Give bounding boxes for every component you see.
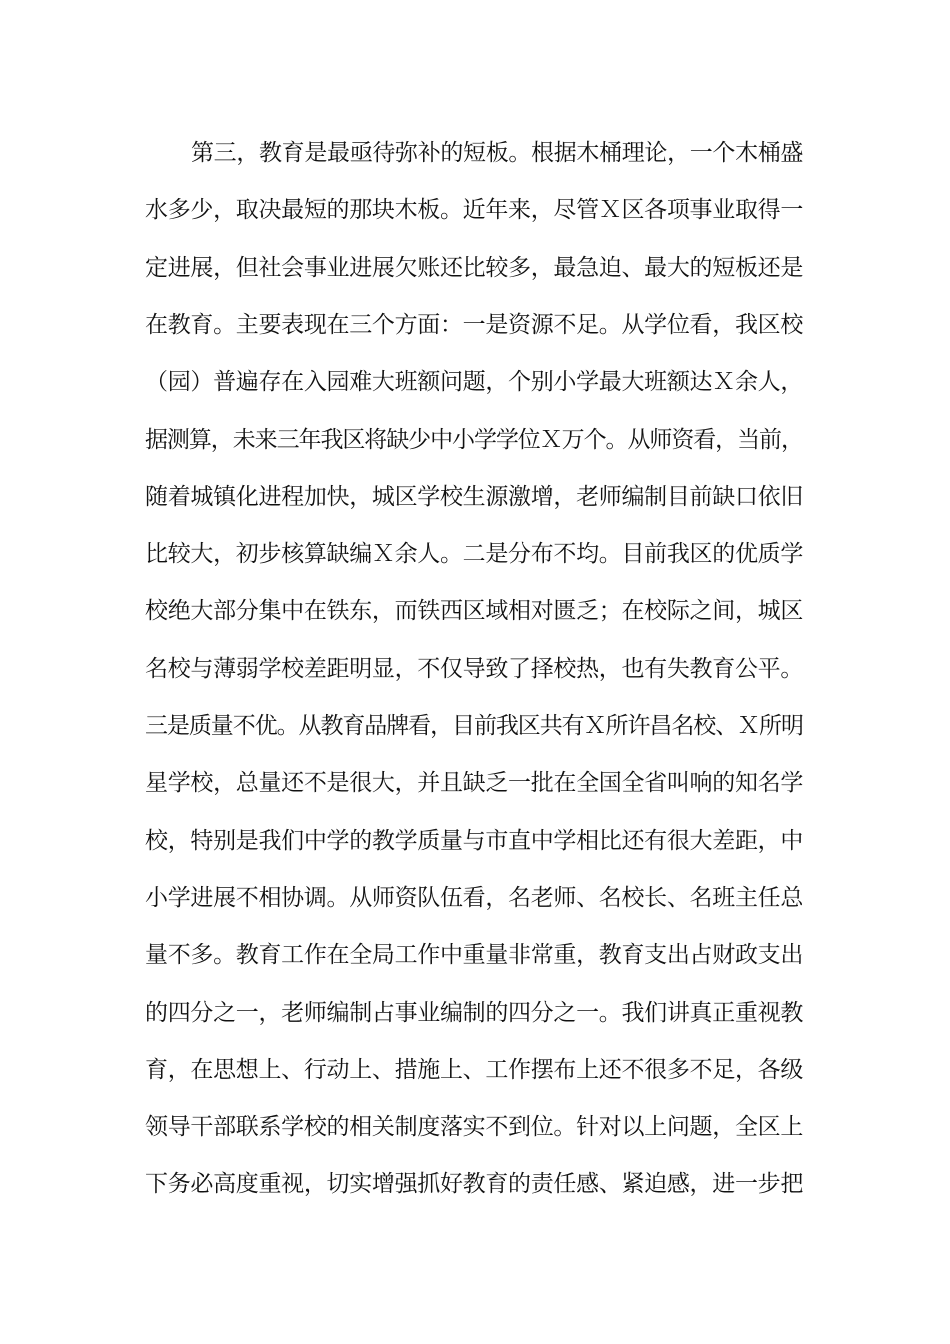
text-line-9: 校绝大部分集中在铁东，而铁西区域相对匮乏；在校际之间，城区: [145, 598, 804, 624]
text-line-1: 第三，教育是最亟待弥补的短板。根据木桶理论，一个木桶盛: [191, 140, 804, 166]
text-line-19: 下务必高度重视，切实增强抓好教育的责任感、紧迫感，进一步把: [145, 1171, 804, 1197]
text-line-10: 名校与薄弱学校差距明显，不仅导致了择校热，也有失教育公平。: [145, 656, 804, 682]
text-line-6: 据测算，未来三年我区将缺少中小学学位Ｘ万个。从师资看，当前，: [145, 427, 803, 453]
text-line-15: 量不多。教育工作在全局工作中重量非常重，教育支出占财政支出: [145, 942, 804, 968]
text-line-5: （园）普遍存在入园难大班额问题，个别小学最大班额达Ｘ余人，: [145, 369, 804, 395]
text-line-4: 在教育。主要表现在三个方面：一是资源不足。从学位看，我区校: [145, 312, 804, 338]
text-line-16: 的四分之一，老师编制占事业编制的四分之一。我们讲真正重视教: [145, 1000, 804, 1026]
text-line-13: 校，特别是我们中学的教学质量与市直中学相比还有很大差距，中: [145, 828, 804, 854]
text-line-7: 随着城镇化进程加快，城区学校生源激增，老师编制目前缺口依旧: [145, 484, 804, 510]
text-line-2: 水多少，取决最短的那块木板。近年来，尽管Ｘ区各项事业取得一: [145, 197, 804, 223]
text-line-11: 三是质量不优。从教育品牌看，目前我区共有Ｘ所许昌名校、Ｘ所明: [145, 713, 803, 739]
text-line-17: 育，在思想上、行动上、措施上、工作摆布上还不很多不足，各级: [145, 1057, 804, 1083]
text-line-14: 小学进展不相协调。从师资队伍看，名老师、名校长、名班主任总: [145, 885, 804, 911]
text-line-18: 领导干部联系学校的相关制度落实不到位。针对以上问题，全区上: [145, 1114, 804, 1140]
text-line-12: 星学校，总量还不是很大，并且缺乏一批在全国全省叫响的知名学: [145, 770, 804, 796]
text-line-3: 定进展，但社会事业进展欠账还比较多，最急迫、最大的短板还是: [145, 255, 804, 281]
text-line-8: 比较大，初步核算缺编Ｘ余人。二是分布不均。目前我区的优质学: [145, 541, 804, 567]
